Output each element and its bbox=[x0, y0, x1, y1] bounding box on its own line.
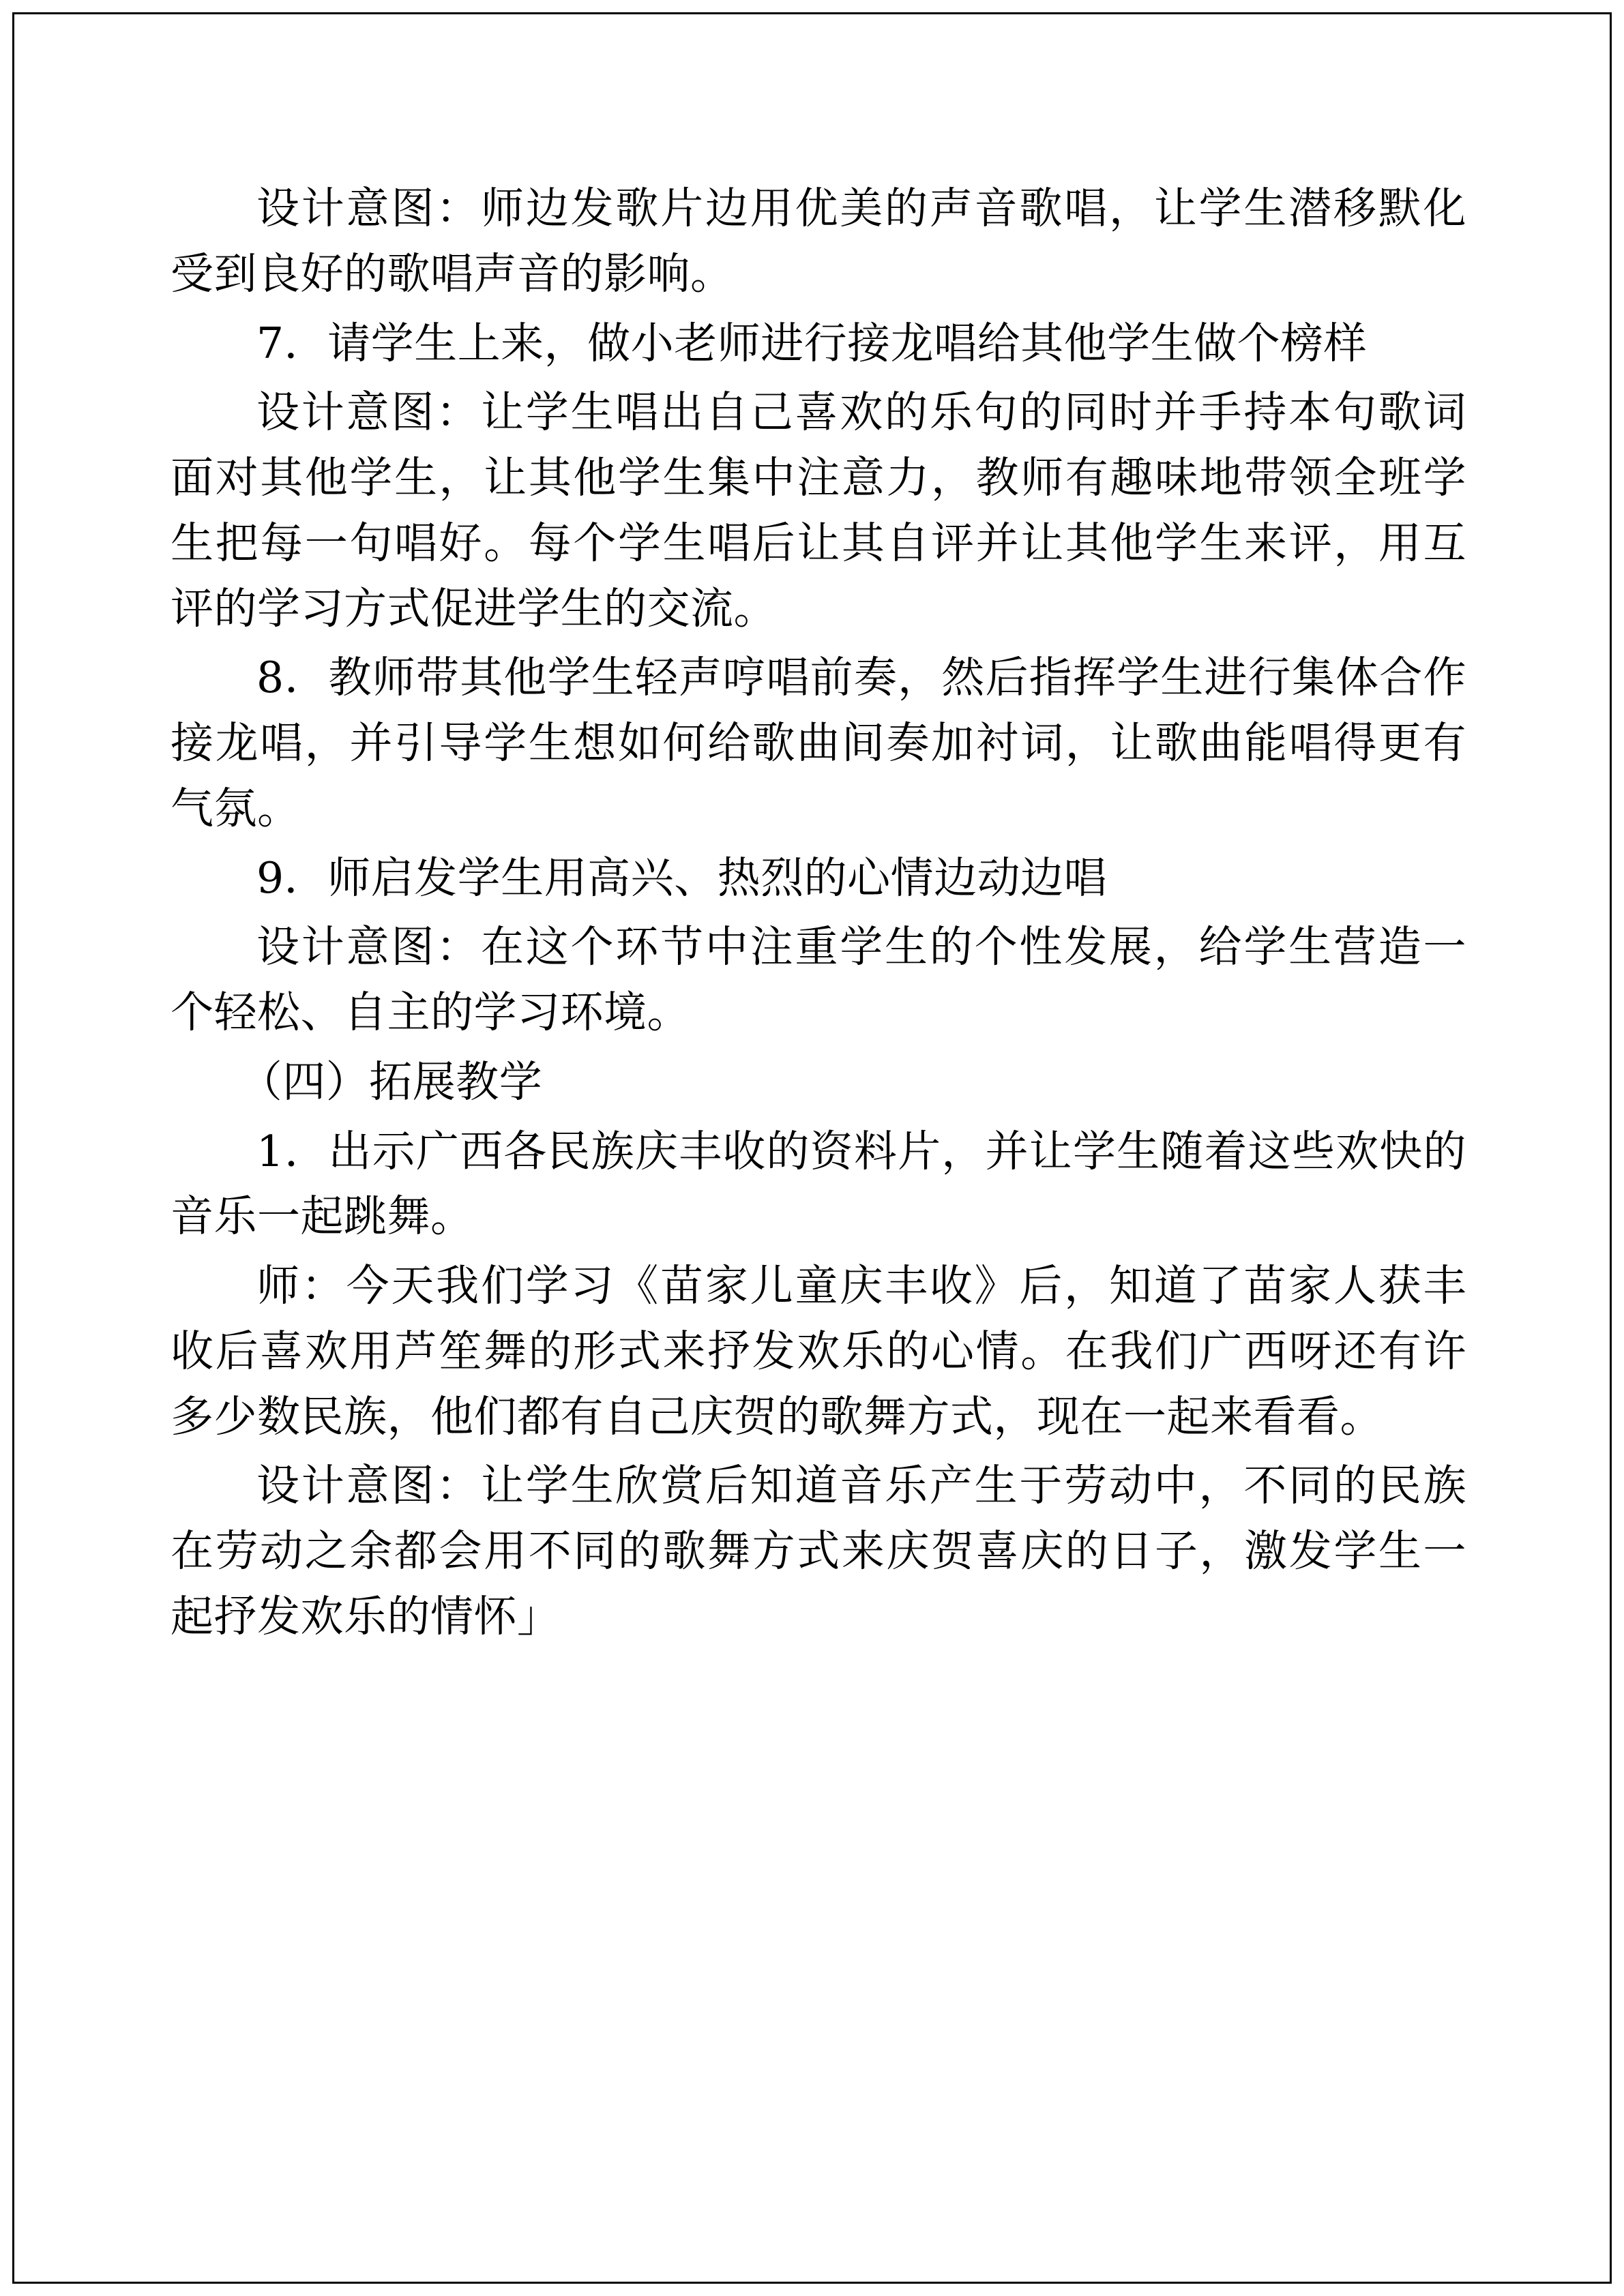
paragraph-design-intent-3: 设计意图：在这个环节中注重学生的个性发展，给学生营造一个轻松、自主的学习环境。 bbox=[171, 922, 1466, 1037]
paragraph-section-four: （四）拓展教学 bbox=[239, 1056, 543, 1107]
paragraph-design-intent-1: 设计意图：师边发歌片边用优美的声音歌唱，让学生潜移默化受到良好的歌唱声音的影响。 bbox=[171, 183, 1466, 299]
paragraph-design-intent-2: 设计意图：让学生唱出自己喜欢的乐句的同时并手持本句歌词面对其他学生，让其他学生集中注意力，教师有趣味地带领全班学生把每一句唱好。每个学生唱后让其自评并让其他学生来评，用互评的学习方式促进学生的交流。 bbox=[171, 387, 1466, 633]
paragraph-item-1: 1．出示广西各民族庆丰收的资料片，并让学生随着这些欢快的音乐一起跳舞。 bbox=[171, 1126, 1466, 1242]
paragraph-teacher-speech: 师：今天我们学习《苗家儿童庆丰收》后，知道了苗家人获丰收后喜欢用芦笙舞的形式来抒发欢乐的心情。在我们广西呀还有许多少数民族，他们都有自己庆贺的歌舞方式，现在一起来看看。 bbox=[171, 1261, 1466, 1442]
paragraph-item-7: 7．请学生上来，做小老师进行接龙唱给其他学生做个榜样 bbox=[256, 318, 1368, 368]
paragraph-item-9: 9．师启发学生用高兴、热烈的心情边动边唱 bbox=[256, 852, 1108, 903]
paragraph-design-intent-4: 设计意图：让学生欣赏后知道音乐产生于劳动中，不同的民族在劳动之余都会用不同的歌舞方式来庆贺喜庆的日子，激发学生一起抒发欢乐的情怀」 bbox=[171, 1461, 1466, 1641]
document-body bbox=[171, 176, 1466, 1654]
paragraph-item-8: 8．教师带其他学生轻声哼唱前奏，然后指挥学生进行集体合作接龙唱，并引导学生想如何给歌曲间奏加衬词，让歌曲能唱得更有气氛。 bbox=[171, 653, 1466, 833]
